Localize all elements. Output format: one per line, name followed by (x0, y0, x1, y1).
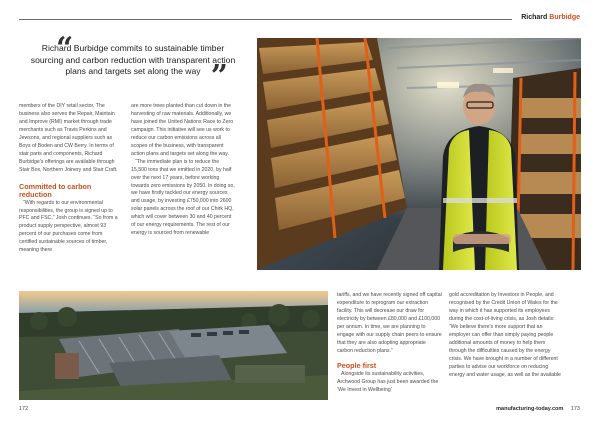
subheading-people-first: People first (337, 360, 377, 370)
brand-first-name: Richard (521, 14, 548, 21)
pull-quote (22, 31, 244, 94)
paragraph: are more trees planted than cut down in the harvesting of raw materials. Additionally, we have joined the United Nations Race to Zero campaign. This initiative will see us work to reduce our carbon emissions across all scopes of the business, with transparent action plans and targets set along the way. (131, 103, 234, 157)
text-column-1 (19, 103, 121, 255)
website-link[interactable]: manufacturing-today.com (496, 406, 564, 412)
page-number-left: 172 (19, 406, 29, 412)
paragraph: “The immediate plan is to reduce the 15,500 tons that we emitted in 2020, by half over the next 17 years, before working towards zero emissions by 2050. In doing so, we have firstly tackled our energy sources and usage, by investing £750,000 into 2600 solar panels across the roof of our Chirk HQ, which will cover between 30 and 40 percent of our energy requirements. The rest of our energy is sourced from renewable (131, 158, 235, 237)
pull-quote-text: Richard Burbidge commits to sustainable timber sourcing and carbon reduction with transparent action plans and targets set along the way (30, 43, 236, 77)
aerial-factory-photo (19, 291, 328, 400)
text-column-4 (449, 292, 564, 379)
aerial-photo-graphic (19, 291, 328, 400)
paragraph: Alongside its sustainability activities, Archwood Group has just been awarded the ‘We Invest in Wellbeing’ (337, 370, 439, 393)
text-column-3 (337, 292, 442, 394)
subheading-carbon-reduction: Committed to carbon reduction (19, 181, 92, 199)
paragraph: tariffs, and we have recently signed off capital expenditure to reprogram our extraction facility. This will decrease our draw for electricity by between £80,000 and £100,000 per annum. In time, we are planning to engage with our supply chain peers to ensure that they are also adopting appropriate carbon reduction plans.” (337, 292, 442, 354)
brand-last-name: Burbidge (549, 14, 580, 21)
warehouse-photo-graphic (257, 38, 581, 270)
page-number-right: 173 (570, 406, 580, 412)
footer-right (496, 406, 580, 412)
running-header (521, 14, 580, 21)
warehouse-photo (257, 38, 581, 270)
paragraph: members of the DIY retail sector. The business also serves the Repair, Maintain and Improve (RMI) market through trade merchants such as Travis Perkins and Jewsons, and regional suppliers such as Boys of Boden and CW Berry. In terms of stair parts and components, Richard Burbidge's offerings are available through Stair Box, Northern Joinery and Stair Craft. (19, 103, 118, 173)
open-quote-mark: “ (56, 31, 74, 66)
paragraph: gold accreditation by Investors in People, and recognised by the Credit Union of Wales for the way in which it has supported its employees during the cost-of-living crisis, as Josh details: “We believe there's more support that an employer can offer than simply paying people additional amounts of money to help them through the difficulties caused by the energy crisis. We have brought in a number of different parties to advise our workforce on reducing energy and water usage, as well as the available (449, 292, 561, 378)
paragraph: “With regards to our environmental responsibilities, the group is signed up to PFC and FSC,” Josh continues. “So from a product supply perspective, almost 93 percent of our purchases come from certified sustainable sources of timber, meaning there (19, 199, 118, 254)
close-quote-mark: ” (210, 59, 228, 94)
text-column-2 (131, 103, 236, 238)
header-rule (19, 19, 512, 20)
